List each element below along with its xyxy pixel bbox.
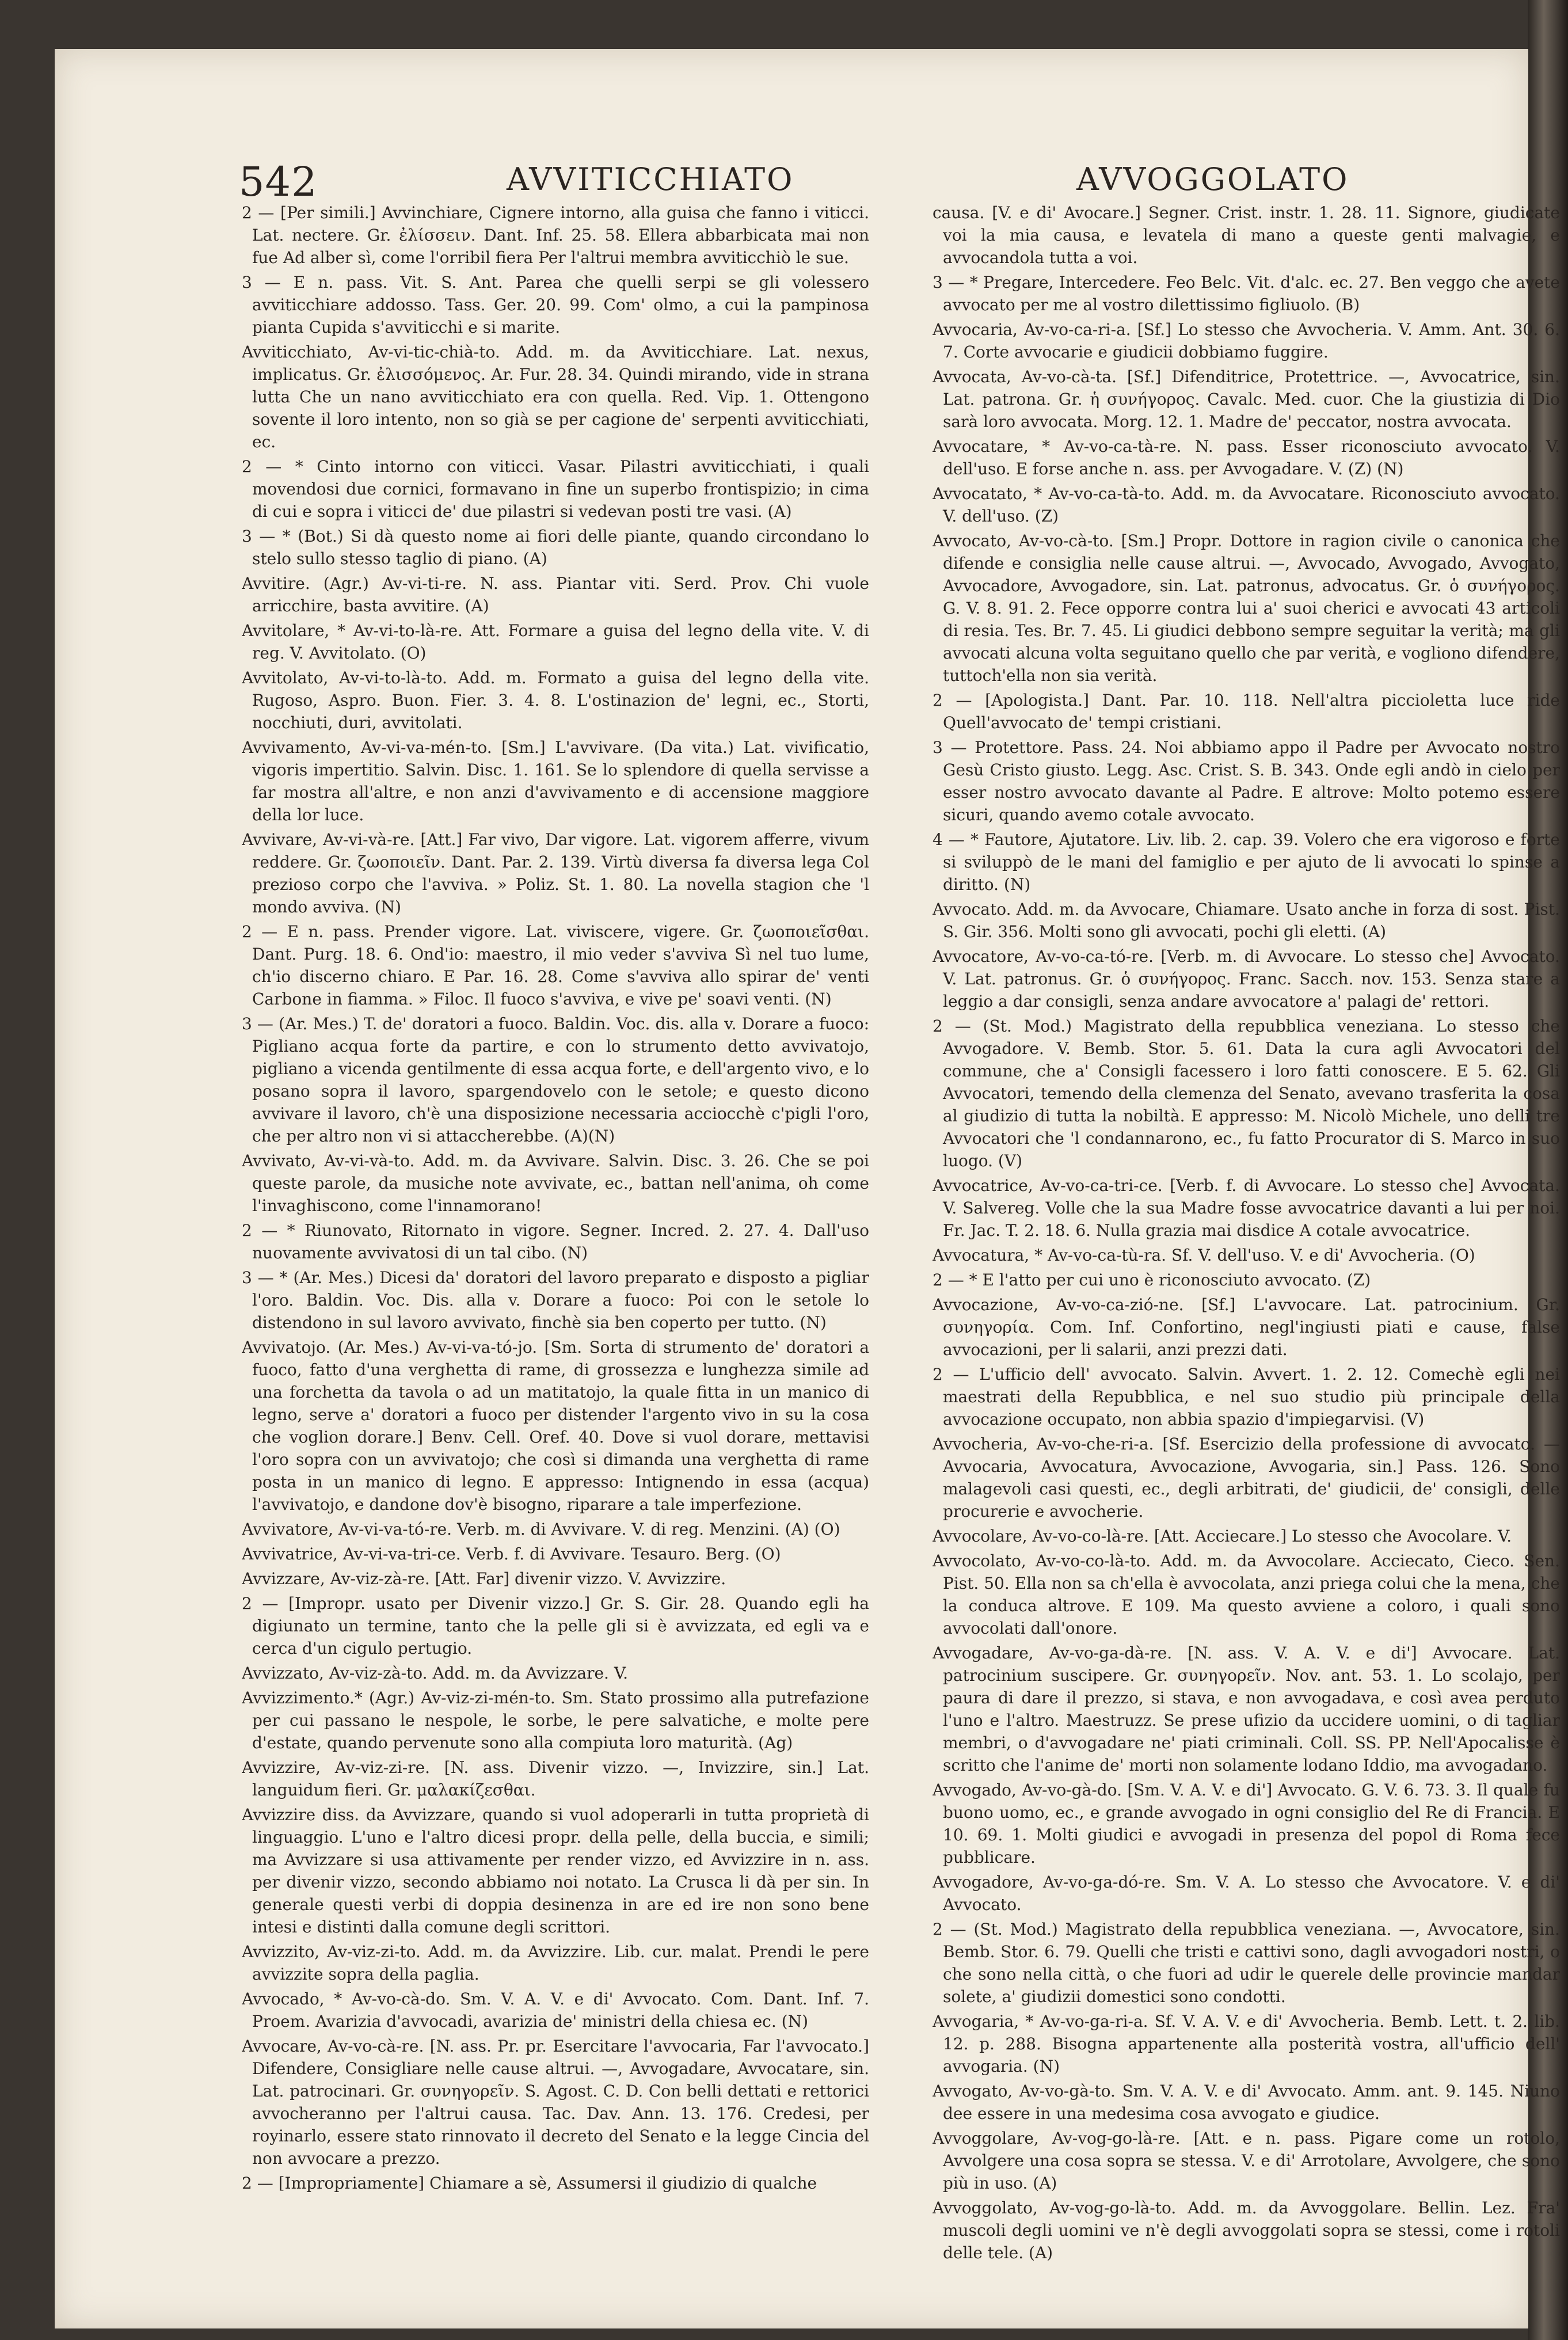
- dictionary-entry: Avvogato, Av-vo-gà-to. Sm. V. A. V. e di' Avvocato. Amm. ant. 9. 145. Niuno dee essere in una medesima cosa avvogato e giudice.: [933, 2082, 1560, 2123]
- dictionary-entry: 2 — [Per simili.] Avvinchiare, Cignere intorno, alla guisa che fanno i viticci. Lat. nectere. Gr. ἐλίσσειν. Dant. Inf. 25. 58. Ellera abbarbicata mai non fue Ad alber sì, come l'orribil fiera Per l'altrui membra avviticchiò le sue.: [242, 203, 869, 267]
- dictionary-entry: 2 — [Apologista.] Dant. Par. 10. 118. Nell'altra piccioletta luce ride Quell'avvocato de' tempi cristiani.: [933, 691, 1560, 732]
- dictionary-entry: 2 — L'ufficio dell' avvocato. Salvin. Avvert. 1. 2. 12. Comechè egli nei maestrati della Repubblica, e nel suo studio più principale della avvocazione occupato, non abbia spazio d'impiegarvisi. (V): [933, 1365, 1560, 1429]
- dictionary-entry: Avvocolare, Av-vo-co-là-re. [Att. Acciecare.] Lo stesso che Avocolare. V.: [933, 1527, 1512, 1546]
- dictionary-entry: Avvivatrice, Av-vi-va-tri-ce. Verb. f. di Avvivare. Tesauro. Berg. (O): [242, 1544, 781, 1563]
- dictionary-entry: Avvocatore, Av-vo-ca-tó-re. [Verb. m. di Avvocare. Lo stesso che] Avvocato. V. Lat. patronus. Gr. ὁ συνήγορος. Franc. Sacch. nov. 153. Senza stare a leggio a dar consigli, senza andare avvocatore a' palagi de' rettori.: [933, 947, 1560, 1011]
- dictionary-entry: Avvocato, Av-vo-cà-to. [Sm.] Propr. Dottore in ragion civile o canonica che difende e consiglia nelle cause altrui. —, Avvocado, Avvogado, Avvogato, Avvocadore, Avvogadore, sin. Lat. patronus, advocatus. Gr. ὁ συνήγορος. G. V. 8. 91. 2. Fece opporre contra lui a' suoi cherici e avvocati 43 articoli di resia. Tes. Br. 7. 45. Li giudici debbono sempre seguitar la verità; ma gli avvocati alcuna volta seguitano quello che par verità, e vogliono difendere, tuttoch'ella non sia verità.: [933, 531, 1560, 685]
- dictionary-entry: Avvocolato, Av-vo-co-là-to. Add. m. da Avvocolare. Acciecato, Cieco. Sen. Pist. 50. Ella non sa ch'ella è avvocolata, anzi priega colui che la mena, che la conduca altrove. E 109. Ma questo avviene a coloro, i quali sono avvocolati dall'onore.: [933, 1551, 1560, 1638]
- dictionary-entry: Avvitolato, Av-vi-to-là-to. Add. m. Formato a guisa del legno della vite. Rugoso, Aspro. Buon. Fier. 3. 4. 8. L'ostinazion de' legni, ec., Storti, nocchiuti, duri, avvitolati.: [242, 668, 869, 732]
- dictionary-entry: 3 — * (Ar. Mes.) Dicesi da' doratori del lavoro preparato e disposto a pigliar l'oro. Baldin. Voc. Dis. alla v. Dorare a fuoco: Poi con le setole lo distendono in sul lavoro avvivato, finchè sia ben coperto per tutto. (N): [242, 1268, 869, 1332]
- dictionary-entry: Avvocazione, Av-vo-ca-zió-ne. [Sf.] L'avvocare. Lat. patrocinium. Gr. συνηγορία. Com. Inf. Confortino, negl'ingiusti piati e cause, false avvocazioni, per li salarii, anzi prezzi dati.: [933, 1295, 1560, 1359]
- dictionary-entry: 2 — * E l'atto per cui uno è riconosciuto avvocato. (Z): [933, 1270, 1371, 1289]
- dictionary-entry: 3 — (Ar. Mes.) T. de' doratori a fuoco. Baldin. Voc. dis. alla v. Dorare a fuoco: Pigliano acqua forte da partire, e con lo strumento detto avvivatojo, pigliano a vicenda gentilmente di essa acqua forte, e dell'argento vivo, e lo posano sopra il lavoro, spargendovelo con le setole; e questo dicono avvivare il lavoro, ch'è una disposizione necessaria acciocchè c'pigli l'oro, che per altro non vi si attaccherebbe. (A)(N): [242, 1014, 869, 1146]
- dictionary-entry: Avvivamento, Av-vi-va-mén-to. [Sm.] L'avvivare. (Da vita.) Lat. vivificatio, vigoris impertitio. Salvin. Disc. 1. 161. Se lo splendore di quella servisse a far mostra all'altre, e non anzi d'avvivamento e di accensione maggiore della lor luce.: [242, 738, 869, 824]
- page-number: 542: [239, 158, 318, 206]
- dictionary-entry: causa. [V. e di' Avocare.] Segner. Crist. instr. 1. 28. 11. Signore, giudicate voi la mia causa, e levatela di mano a queste genti malvagie, e avvocandola tutta a voi.: [933, 203, 1560, 267]
- dictionary-entry: Avvitire. (Agr.) Av-vi-ti-re. N. ass. Piantar viti. Serd. Prov. Chi vuole arricchire, basta avvitire. (A): [242, 574, 869, 615]
- right-column: [933, 201, 1560, 2274]
- dictionary-entry: Avvoggolare, Av-vog-go-là-re. [Att. e n. pass. Pigare come un rotolo, Avvolgere una cosa sopra se stessa. V. e di' Arrotolare, Avvolgere, che sono più in uso. (A): [933, 2129, 1560, 2193]
- dictionary-entry: Avvocatare, * Av-vo-ca-tà-re. N. pass. Esser riconosciuto avvocato. V. dell'uso. E forse anche n. ass. per Avvogadare. V. (Z) (N): [933, 437, 1560, 478]
- dictionary-entry: Avvocheria, Av-vo-che-ri-a. [Sf. Esercizio della professione di avvocato. — Avvocaria, Avvocatura, Avvocazione, Avvogaria, sin.] Pass. 126. Sono malagevoli casi questi, ec., degli arbitrati, de' giudicii, de' consigli, delle procurerie e avvocherie.: [933, 1435, 1560, 1521]
- dictionary-entry: Avvogaria, * Av-vo-ga-ri-a. Sf. V. A. V. e di' Avvocheria. Bemb. Lett. t. 2. lib. 12. p. 288. Bisogna appartenente alla posterità vostra, all'ufficio dell' avvogaria. (N): [933, 2012, 1560, 2076]
- dictionary-entry: 4 — * Fautore, Ajutatore. Liv. lib. 2. cap. 39. Volero che era vigoroso e forte si sviluppò de le mani del famiglio e per ajuto de li avvocati lo spinse a diritto. (N): [933, 830, 1560, 894]
- dictionary-entry: Avvocata, Av-vo-cà-ta. [Sf.] Difenditrice, Protettrice. —, Avvocatrice, sin. Lat. patrona. Gr. ἡ συνήγορος. Cavalc. Med. cuor. Che la giustizia di Dio sarà loro avvocata. Morg. 12. 1. Madre de' peccator, nostra avvocata.: [933, 367, 1560, 431]
- dictionary-entry: Avvogado, Av-vo-gà-do. [Sm. V. A. V. e di'] Avvocato. G. V. 6. 73. 3. Il quale fu buono uomo, ec., e grande avvogado in ogni consiglio del Re di Francia. E 10. 69. 1. Molti giudici e avvogadi in presenza del popol di Roma fece pubblicare.: [933, 1780, 1560, 1867]
- dictionary-entry: Avviticchiato, Av-vi-tic-chià-to. Add. m. da Avviticchiare. Lat. nexus, implicatus. Gr. ἐλισσόμενος. Ar. Fur. 28. 34. Quindi mirando, vide in strana lutta Che un nano avviticchiato era con quella. Red. Vip. 1. Ottengono sovente il loro intento, non so già se per cagione de' serpenti avviticchiati, ec.: [242, 343, 869, 451]
- dictionary-entry: Avvogadore, Av-vo-ga-dó-re. Sm. V. A. Lo stesso che Avvocatore. V. e di' Avvocato.: [933, 1873, 1560, 1914]
- dictionary-entry: Avvocado, * Av-vo-cà-do. Sm. V. A. V. e di' Avvocato. Com. Dant. Inf. 7. Proem. Avarizia d'avvocadi, avarizia de' ministri della chiesa ec. (N): [242, 1989, 869, 2031]
- dictionary-entry: 2 — (St. Mod.) Magistrato della repubblica veneziana. —, Avvocatore, sin. Bemb. Stor. 6. 79. Quelli che tristi e cattivi sono, dagli avvogadori nostri, o che sono nella città, o che fuori ad udir le querele delle provincie mandar solete, a' giudizii domestici sono condotti.: [933, 1920, 1560, 2006]
- dictionary-entry: Avvocatrice, Av-vo-ca-tri-ce. [Verb. f. di Avvocare. Lo stesso che] Avvocata. V. Salvereg. Volle che la sua Madre fosse avvocatrice davanti a lui per noi. Fr. Jac. T. 2. 18. 6. Nulla grazia mai disdice A cotale avvocatrice.: [933, 1176, 1560, 1240]
- running-head-left: AVVITICCHIATO: [507, 161, 794, 197]
- dictionary-entry: Avvivatojo. (Ar. Mes.) Av-vi-va-tó-jo. [Sm. Sorta di strumento de' doratori a fuoco, fatto d'una verghetta di rame, di grossezza e lunghezza simile ad una forchetta da tavola o ad un matitatojo, la quale fitta in un manico di legno, serve a' doratori a fuoco per distender l'argento vivo in su la cosa che voglion dorare.] Benv. Cell. Oref. 40. Dove si vuol dorare, mettavisi l'oro sopra con un avvivatojo; che così si dimanda una verghetta di rame posta in un manico di legno. E appresso: Intignendo in essa (acqua) l'avvivatojo, e dandone dov'è bisogno, riparare a tale imperfezione.: [242, 1338, 869, 1514]
- dictionary-entry: 3 — * Pregare, Intercedere. Feo Belc. Vit. d'alc. ec. 27. Ben veggo che avete avvocato per me al vostro dilettissimo figliuolo. (B): [933, 273, 1560, 314]
- dictionary-entry: 3 — Protettore. Pass. 24. Noi abbiamo appo il Padre per Avvocato nostro Gesù Cristo giusto. Legg. Asc. Crist. S. B. 343. Onde egli andò in cielo per esser nostro avvocato davante al Padre. E altrove: Molto potemo essere sicuri, quando avemo cotale avvocato.: [933, 738, 1560, 824]
- dictionary-entry: 2 — * Riunovato, Ritornato in vigore. Segner. Incred. 2. 27. 4. Dall'uso nuovamente avvivatosi di un tal cibo. (N): [242, 1221, 869, 1262]
- dictionary-entry: Avvogadare, Av-vo-ga-dà-re. [N. ass. V. A. V. e di'] Avvocare. Lat. patrocinium suscipere. Gr. συνηγορεῖν. Nov. ant. 53. 1. Lo scolajo, per paura di dare il prezzo, si stava, e non avvogadava, e così avea perduto l'uno e l'altro. Maestruzz. Se prese ufizio da uccidere uomini, o di tagliar membri, o d'avvogadare ne' piati criminali. Coll. SS. PP. Nell'Apocalisse è scritto che l'anime de' morti non solamente lodano Iddio, ma avvogadano.: [933, 1643, 1560, 1775]
- dictionary-entry: Avvoggolato, Av-vog-go-là-to. Add. m. da Avvoggolare. Bellin. Lez. Fra' muscoli degli uomini ve n'è degli avvoggolati sopra se stessi, come i rotoli delle tele. (A): [933, 2198, 1560, 2262]
- dictionary-entry: Avvocare, Av-vo-cà-re. [N. ass. Pr. pr. Esercitare l'avvocaria, Far l'avvocato.] Difendere, Consigliare nelle cause altrui. —, Avvogadare, Avvocatare, sin. Lat. patrocinari. Gr. συνηγορεῖν. S. Agost. C. D. Con belli dettati e rettorici avvocheranno per l'altrui causa. Tac. Dav. Ann. 13. 176. Credesi, per royinarlo, essere stato rinnovato il decreto del Senato e la legge Cincia del non avvocare a prezzo.: [242, 2037, 869, 2168]
- dictionary-entry: 2 — [Impropr. usato per Divenir vizzo.] Gr. S. Gir. 28. Quando egli ha digiunato un termine, tanto che la pelle gli si è avvizzata, ed egli va e cerca d'un cigulo pertugio.: [242, 1594, 869, 1658]
- dictionary-entry: 2 — * Cinto intorno con viticci. Vasar. Pilastri avviticchiati, i quali movendosi due cornici, formavano in fine un superbo frontispizio; in cima di cui e sopra i viticci de' due pilastri si vedevan posti tre vasi. (A): [242, 457, 869, 521]
- dictionary-entry: Avvocatura, * Av-vo-ca-tù-ra. Sf. V. dell'uso. V. e di' Avvocheria. (O): [933, 1246, 1475, 1265]
- dictionary-entry: 3 — E n. pass. Vit. S. Ant. Parea che quelli serpi se gli volessero avviticchiare addosso. Tass. Ger. 20. 99. Com' olmo, a cui la pampinosa pianta Cupida s'avviticchi e si marite.: [242, 273, 869, 337]
- dictionary-entry: 3 — * (Bot.) Si dà questo nome ai fiori delle piante, quando circondano lo stelo sullo stesso taglio di piano. (A): [242, 527, 869, 568]
- dictionary-entry: Avvocatato, * Av-vo-ca-tà-to. Add. m. da Avvocatare. Riconosciuto avvocato. V. dell'uso. (Z): [933, 484, 1560, 526]
- dictionary-entry: Avvivatore, Av-vi-va-tó-re. Verb. m. di Avvivare. V. di reg. Menzini. (A) (O): [242, 1520, 840, 1539]
- dictionary-entry: Avvivare, Av-vi-và-re. [Att.] Far vivo, Dar vigore. Lat. vigorem afferre, vivum reddere. Gr. ζωοποιεῖν. Dant. Par. 2. 139. Virtù diversa fa diversa lega Col prezioso corpo che l'avviva. » Poliz. St. 1. 80. La novella stagion che 'l mondo avviva. (N): [242, 830, 869, 916]
- dictionary-entry: 2 — E n. pass. Prender vigore. Lat. viviscere, vigere. Gr. ζωοποιεῖσθαι. Dant. Purg. 18. 6. Ond'io: maestro, il mio veder s'avviva Sì nel tuo lume, ch'io discerno chiaro. E Par. 16. 28. Come s'avviva allo spirar de' venti Carbone in fiamma. » Filoc. Il fuoco s'avviva, e vive pe' soavi venti. (N): [242, 922, 869, 1009]
- dictionary-entry: 2 — [Impropriamente] Chiamare a sè, Assumersi il giudizio di qualche: [242, 2174, 817, 2193]
- dictionary-entry: Avvizzato, Av-viz-zà-to. Add. m. da Avvizzare. V.: [242, 1664, 629, 1683]
- dictionary-entry: Avvizzire, Av-viz-zi-re. [N. ass. Divenir vizzo. —, Invizzire, sin.] Lat. languidum fieri. Gr. μαλακίζεσθαι.: [242, 1758, 869, 1799]
- running-head-right: AVVOGGOLATO: [1076, 161, 1349, 197]
- dictionary-entry: Avvizzimento.* (Agr.) Av-viz-zi-mén-to. Sm. Stato prossimo alla putrefazione per cui passano le nespole, le sorbe, le pere salvatiche, e molte pere d'estate, quando pervenute sono alla compiuta loro maturità. (Ag): [242, 1688, 869, 1752]
- dictionary-entry: Avvizzare, Av-viz-zà-re. [Att. Far] divenir vizzo. V. Avvizzire.: [242, 1569, 726, 1588]
- dictionary-entry: Avvocato. Add. m. da Avvocare, Chiamare. Usato anche in forza di sost. Pist. S. Gir. 356. Molti sono gli avvocati, pochi gli eletti. (A): [933, 900, 1560, 941]
- dictionary-entry: 2 — (St. Mod.) Magistrato della repubblica veneziana. Lo stesso che Avvogadore. V. Bemb. Stor. 5. 61. Data la cura agli Avvocatori del commune, che a' Consigli facessero i loro fatti conoscere. E 5. 62. Gli Avvocatori, temendo della clemenza del Senato, avevano trasferita la cosa al giudizio di tutta la nobiltà. E appresso: M. Nicolò Michele, uno delli tre Avvocatori che 'l condannarono, ec., fu fatto Procurator di S. Marco in suo luogo. (V): [933, 1017, 1560, 1170]
- dictionary-entry: Avvizzire diss. da Avvizzare, quando si vuol adoperarli in tutta proprietà di linguaggio. L'uno e l'altro dicesi propr. della pelle, della buccia, e simili; ma Avvizzare si usa attivamente per render vizzo, ed Avvizzire in n. ass. per divenir vizzo, secondo abbiamo noi notato. La Crusca li dà per sin. In generale questi verbi di doppia desinenza in are ed ire non sono bene intesi e distinti dalla comune degli scrittori.: [242, 1805, 869, 1936]
- left-column: [242, 201, 869, 2274]
- dictionary-entry: Avvitolare, * Av-vi-to-là-re. Att. Formare a guisa del legno della vite. V. di reg. V. Avvitolato. (O): [242, 621, 869, 663]
- dictionary-entry: Avvivato, Av-vi-và-to. Add. m. da Avvivare. Salvin. Disc. 3. 26. Che se poi queste parole, da musiche note avvivate, ec., battan nell'anima, oh come l'invaghiscono, come l'innamorano!: [242, 1151, 869, 1215]
- dictionary-entry: Avvocaria, Av-vo-ca-ri-a. [Sf.] Lo stesso che Avvocheria. V. Amm. Ant. 30. 6. 7. Corte avvocarie e giudicii dobbiamo fuggire.: [933, 320, 1560, 362]
- dictionary-entry: Avvizzito, Av-viz-zi-to. Add. m. da Avvizzire. Lib. cur. malat. Prendi le pere avvizzite sopra della paglia.: [242, 1942, 869, 1984]
